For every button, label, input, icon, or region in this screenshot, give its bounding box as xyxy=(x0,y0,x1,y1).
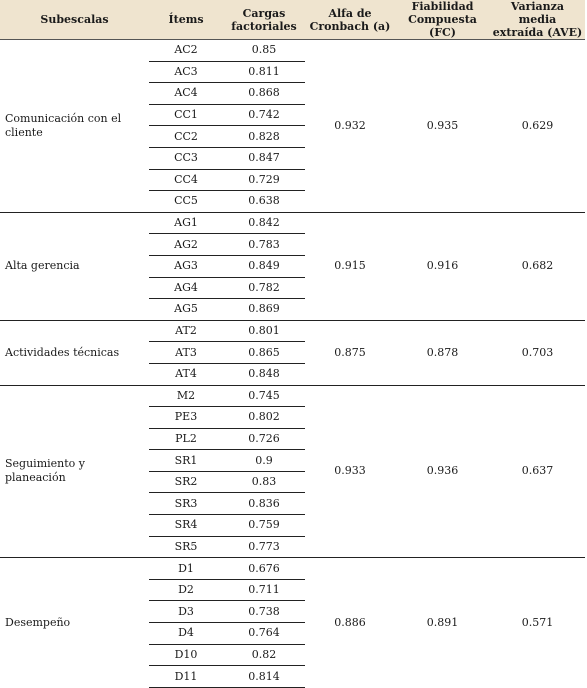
item-code: PE3 xyxy=(149,407,223,429)
item-code: AT2 xyxy=(149,320,223,342)
subscale-name: Desempeño xyxy=(0,558,149,688)
factor-loading: 0.783 xyxy=(223,234,305,256)
item-code: SR1 xyxy=(149,450,223,472)
factor-loading: 0.802 xyxy=(223,407,305,429)
item-code: CC3 xyxy=(149,147,223,169)
cronbach-alpha: 0.875 xyxy=(305,320,395,385)
factor-loading: 0.836 xyxy=(223,493,305,515)
cronbach-alpha: 0.933 xyxy=(305,385,395,558)
factor-loading: 0.842 xyxy=(223,212,305,234)
item-code: AC3 xyxy=(149,61,223,83)
factor-loading: 0.83 xyxy=(223,471,305,493)
subscale-name: Seguimiento y planeación xyxy=(0,385,149,558)
factor-loading: 0.848 xyxy=(223,363,305,385)
item-code: AC2 xyxy=(149,40,223,62)
header-cargas: Cargas factoriales xyxy=(223,0,305,40)
item-code: CC4 xyxy=(149,169,223,191)
item-code: SR5 xyxy=(149,536,223,558)
cronbach-alpha: 0.932 xyxy=(305,40,395,213)
factor-loading: 0.9 xyxy=(223,450,305,472)
factor-loading: 0.869 xyxy=(223,299,305,321)
header-subescalas: Subescalas xyxy=(0,0,149,40)
table-row xyxy=(0,40,585,62)
item-code: SR4 xyxy=(149,515,223,537)
composite-reliability: 0.878 xyxy=(395,320,490,385)
header-items: Ítems xyxy=(149,0,223,40)
factor-loading: 0.745 xyxy=(223,385,305,407)
factor-loading: 0.729 xyxy=(223,169,305,191)
average-variance-extracted: 0.629 xyxy=(490,40,585,213)
factor-loading: 0.742 xyxy=(223,104,305,126)
average-variance-extracted: 0.637 xyxy=(490,385,585,558)
subscale-name: Alta gerencia xyxy=(0,212,149,320)
item-code: D1 xyxy=(149,558,223,580)
item-code: AG3 xyxy=(149,255,223,277)
subscale-name: Comunicación con el cliente xyxy=(0,40,149,213)
item-code: M2 xyxy=(149,385,223,407)
factor-loading: 0.849 xyxy=(223,255,305,277)
factor-loading: 0.726 xyxy=(223,428,305,450)
factor-loading: 0.865 xyxy=(223,342,305,364)
item-code: AG1 xyxy=(149,212,223,234)
item-code: D4 xyxy=(149,623,223,645)
header-ave: Varianza media extraída (AVE) xyxy=(490,0,585,40)
factor-loading: 0.847 xyxy=(223,147,305,169)
item-code: PL2 xyxy=(149,428,223,450)
item-code: CC2 xyxy=(149,126,223,148)
item-code: AG5 xyxy=(149,299,223,321)
factor-loading: 0.868 xyxy=(223,83,305,105)
header-fc: Fiabilidad Compuesta (FC) xyxy=(395,0,490,40)
factor-loading: 0.759 xyxy=(223,515,305,537)
item-code: AT3 xyxy=(149,342,223,364)
factor-loading: 0.638 xyxy=(223,191,305,213)
item-code: SR3 xyxy=(149,493,223,515)
average-variance-extracted: 0.682 xyxy=(490,212,585,320)
factor-loading: 0.764 xyxy=(223,623,305,645)
item-code: AG2 xyxy=(149,234,223,256)
average-variance-extracted: 0.571 xyxy=(490,558,585,688)
factor-loading: 0.828 xyxy=(223,126,305,148)
average-variance-extracted: 0.703 xyxy=(490,320,585,385)
item-code: D11 xyxy=(149,666,223,688)
item-code: D2 xyxy=(149,579,223,601)
factor-loading: 0.801 xyxy=(223,320,305,342)
table-body xyxy=(0,40,585,688)
item-code: D10 xyxy=(149,644,223,666)
table-row xyxy=(0,320,585,342)
factor-loading: 0.82 xyxy=(223,644,305,666)
subscale-name: Actividades técnicas xyxy=(0,320,149,385)
composite-reliability: 0.936 xyxy=(395,385,490,558)
composite-reliability: 0.935 xyxy=(395,40,490,213)
table-row xyxy=(0,385,585,407)
table-header xyxy=(0,0,585,40)
item-code: AC4 xyxy=(149,83,223,105)
table-row xyxy=(0,558,585,580)
factor-loading: 0.676 xyxy=(223,558,305,580)
item-code: AG4 xyxy=(149,277,223,299)
item-code: SR2 xyxy=(149,471,223,493)
header-row xyxy=(0,0,585,40)
composite-reliability: 0.891 xyxy=(395,558,490,688)
item-code: AT4 xyxy=(149,363,223,385)
cronbach-alpha: 0.886 xyxy=(305,558,395,688)
item-code: CC5 xyxy=(149,191,223,213)
composite-reliability: 0.916 xyxy=(395,212,490,320)
factor-loading: 0.782 xyxy=(223,277,305,299)
item-code: CC1 xyxy=(149,104,223,126)
factor-loading: 0.85 xyxy=(223,40,305,62)
factor-loading: 0.773 xyxy=(223,536,305,558)
factor-loading: 0.811 xyxy=(223,61,305,83)
factor-loading: 0.814 xyxy=(223,666,305,688)
item-code: D3 xyxy=(149,601,223,623)
cronbach-alpha: 0.915 xyxy=(305,212,395,320)
factor-loading: 0.711 xyxy=(223,579,305,601)
table-row xyxy=(0,212,585,234)
factor-loading: 0.738 xyxy=(223,601,305,623)
header-alfa: Alfa de Cronbach (a) xyxy=(305,0,395,40)
